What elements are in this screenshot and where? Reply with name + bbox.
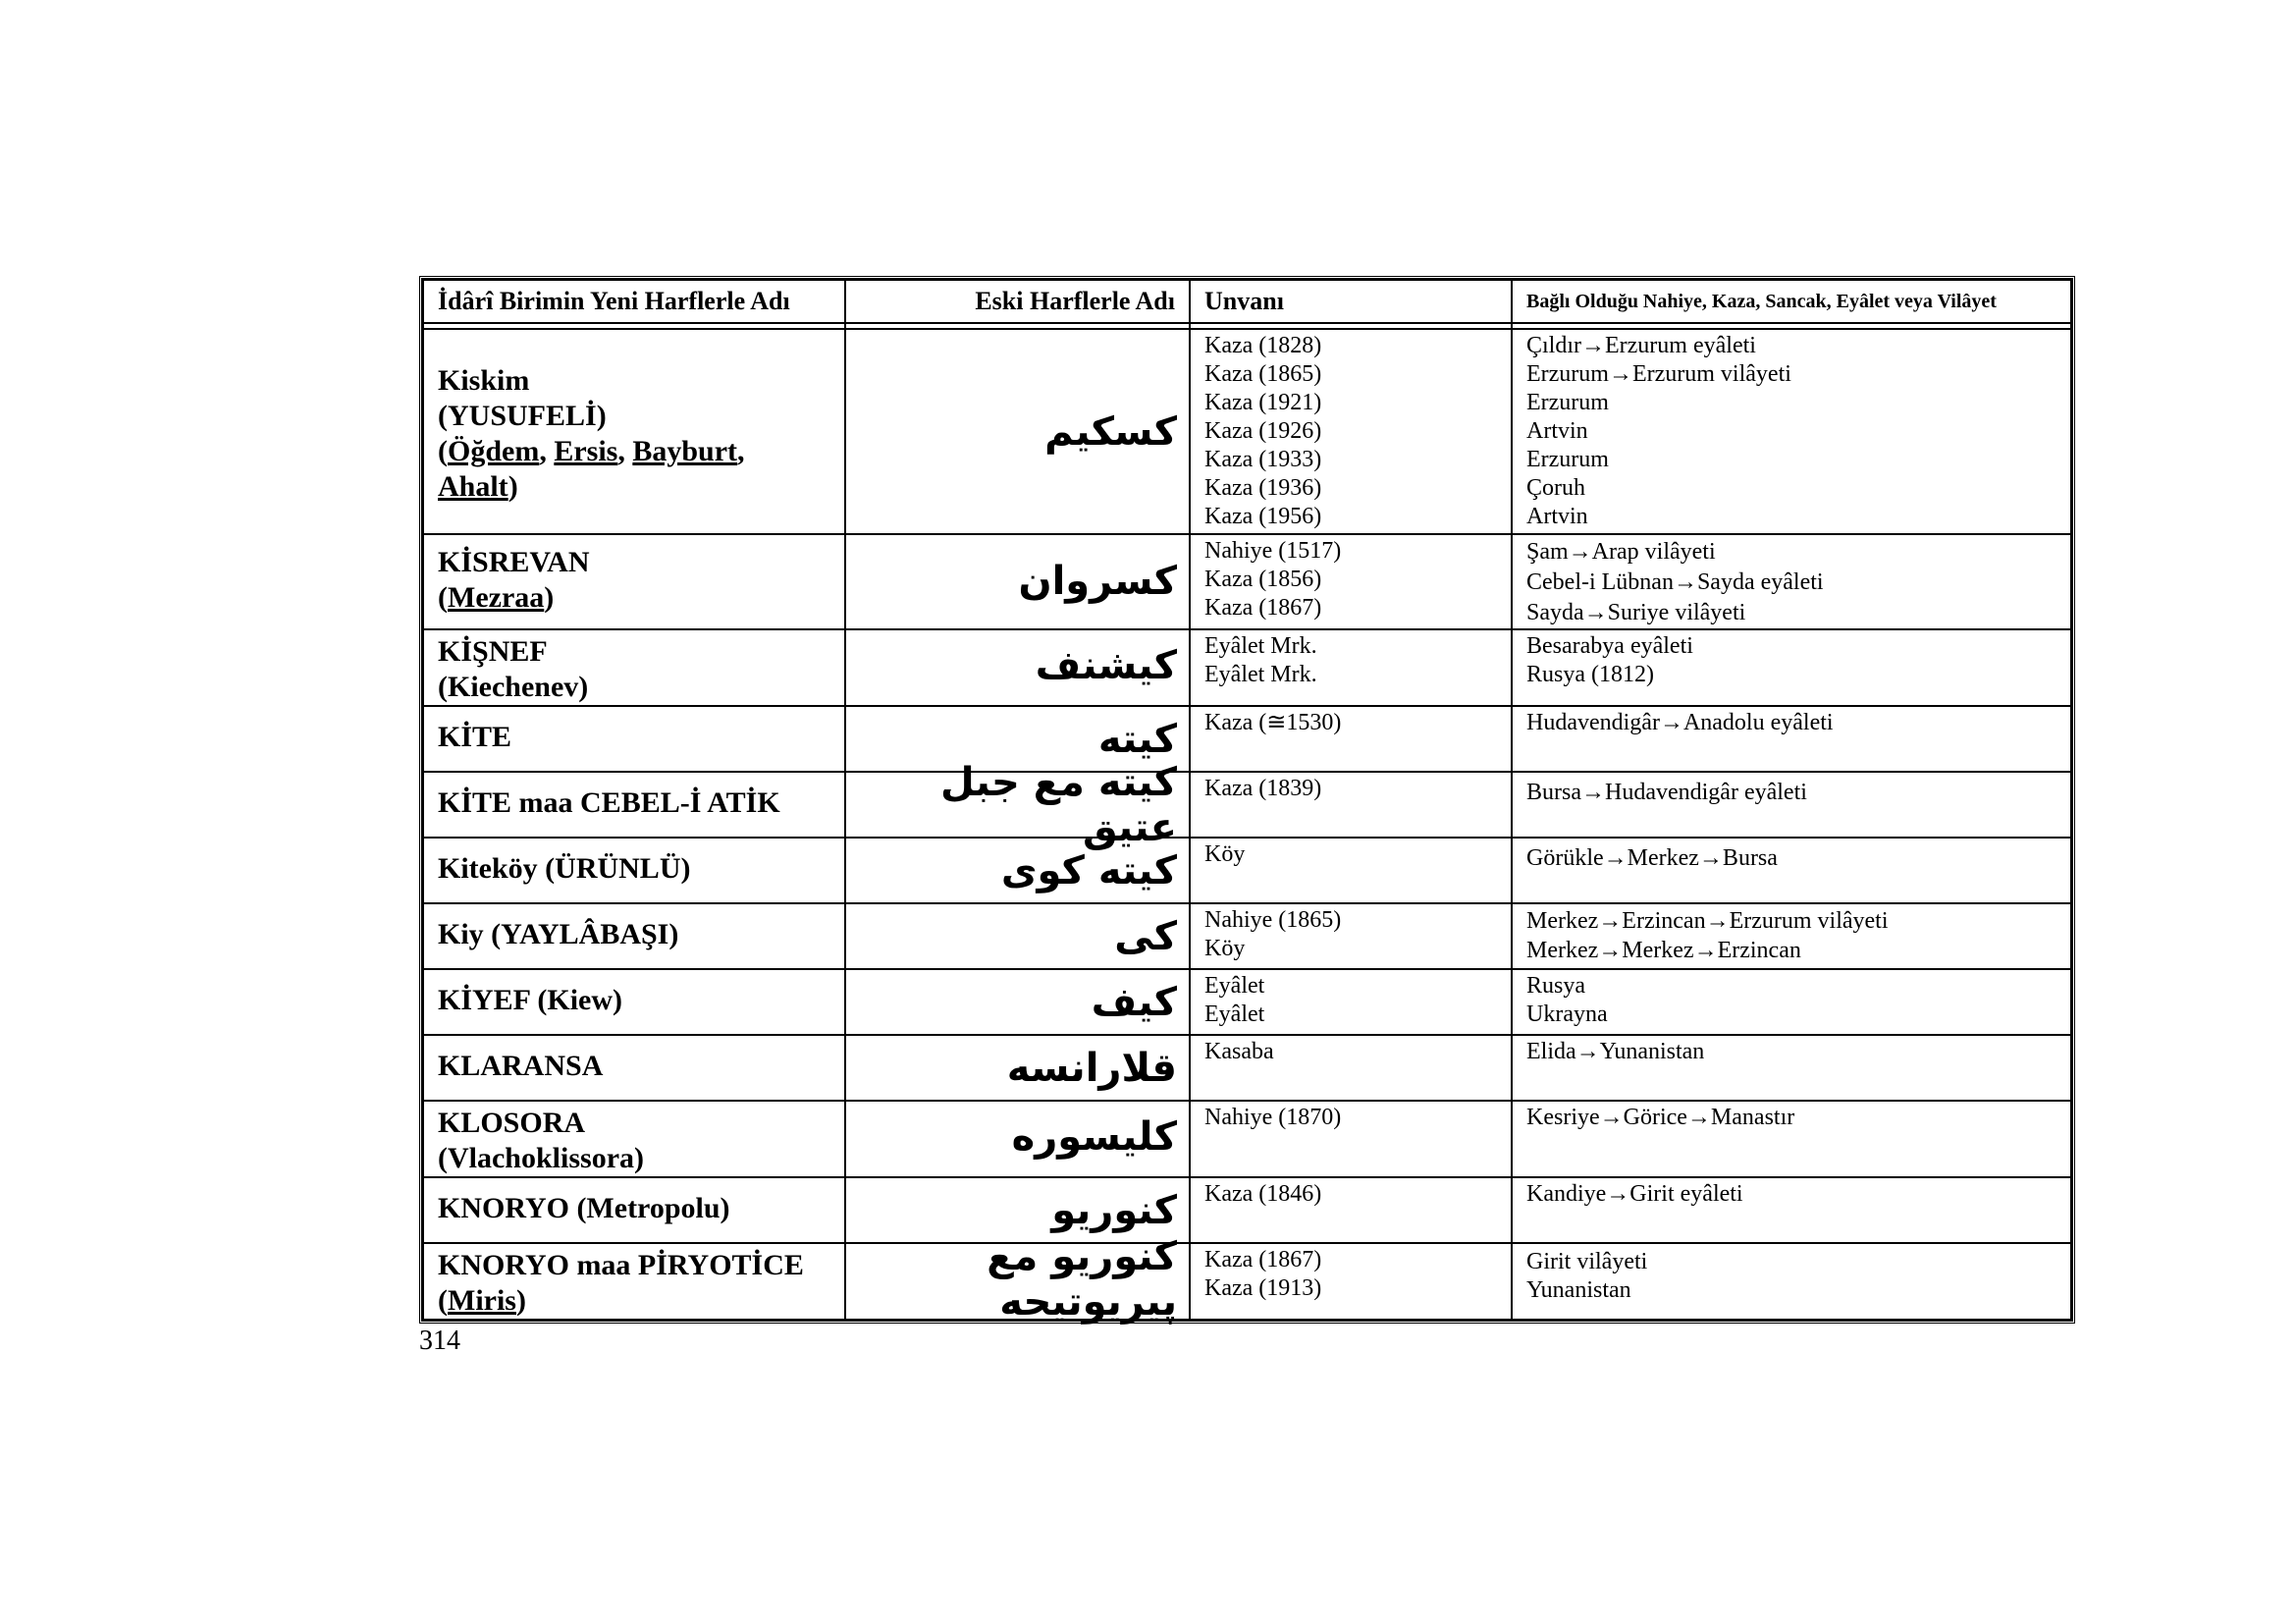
affiliation-line: Kandiye→Girit eyâleti xyxy=(1526,1181,1743,1207)
new-name-cell xyxy=(423,1243,845,1320)
name-line: KİSREVAN xyxy=(438,546,590,578)
title-line: Kaza (1926) xyxy=(1204,418,1322,444)
name-line: (Miris) xyxy=(438,1284,526,1317)
affiliation-line: Rusya xyxy=(1526,973,1585,999)
new-name-cell xyxy=(423,1177,845,1243)
title-cell xyxy=(1190,534,1512,629)
title-line: Köy xyxy=(1204,841,1246,867)
affiliation-line: Bursa→Hudavendigâr eyâleti xyxy=(1526,780,1807,805)
title-line: Nahiye (1517) xyxy=(1204,538,1342,564)
name-line: (Öğdem, Ersis, Bayburt, xyxy=(438,435,745,467)
header-title: Unvanı xyxy=(1190,280,1512,323)
old-name-text: كسكيم xyxy=(1044,408,1177,455)
affiliation-cell xyxy=(1512,969,2071,1035)
old-name-cell xyxy=(845,903,1190,969)
header-affiliation: Bağlı Olduğu Nahiye, Kaza, Sancak, Eyâlet veya Vilâyet xyxy=(1512,280,2071,323)
affiliation-cell xyxy=(1512,772,2071,838)
table-row xyxy=(423,772,2071,838)
affiliation-cell xyxy=(1512,629,2071,706)
table-row xyxy=(423,969,2071,1035)
title-line: Eyâlet Mrk. xyxy=(1204,662,1317,687)
title-line: Kaza (1921) xyxy=(1204,390,1322,415)
title-cell xyxy=(1190,903,1512,969)
name-line: (Mezraa) xyxy=(438,581,555,614)
name-line: KİTE xyxy=(438,721,512,753)
header-new-name: İdârî Birimin Yeni Harflerle Adı xyxy=(423,280,845,323)
affiliation-cell xyxy=(1512,329,2071,534)
old-name-text: قلارانسه xyxy=(1006,1045,1177,1091)
old-name-text: كيشنف xyxy=(1035,643,1177,688)
table-row xyxy=(423,706,2071,772)
title-line: Eyâlet xyxy=(1204,1001,1265,1027)
new-name-cell xyxy=(423,329,845,534)
alt-name-miris: Miris xyxy=(448,1284,516,1317)
title-line: Kasaba xyxy=(1204,1039,1274,1064)
name-line: KNORYO maa PİRYOTİCE xyxy=(438,1249,804,1281)
title-line: Nahiye (1865) xyxy=(1204,907,1342,933)
affiliation-line: Erzurum xyxy=(1526,447,1609,472)
title-line: Kaza (1846) xyxy=(1204,1181,1322,1207)
affiliation-line: Cebel-i Lübnan→Sayda eyâleti xyxy=(1526,569,1824,595)
alt-name-bayburt: Bayburt xyxy=(632,435,738,467)
old-name-cell xyxy=(845,1101,1190,1177)
name-line: (Kiechenev) xyxy=(438,671,589,703)
new-name-cell xyxy=(423,838,845,903)
old-name-text: كنوريو مع پيريوتيجه xyxy=(987,1234,1177,1325)
old-name-cell xyxy=(845,1177,1190,1243)
old-name-cell xyxy=(845,1234,1190,1325)
old-name-cell xyxy=(845,329,1190,534)
affiliation-line: Erzurum xyxy=(1526,390,1609,415)
page-number: 314 xyxy=(419,1326,460,1356)
old-name-cell xyxy=(845,969,1190,1035)
alt-name-ersis: Ersis xyxy=(554,435,618,467)
table-row xyxy=(423,838,2071,903)
alt-name-ogdem: Öğdem xyxy=(448,435,540,467)
affiliation-line: Kesriye→Görice→Manastır xyxy=(1526,1105,1795,1130)
table-row xyxy=(423,1035,2071,1101)
title-line: Kaza (≅1530) xyxy=(1204,710,1342,735)
affiliation-line: Şam→Arap vilâyeti xyxy=(1526,539,1716,565)
affiliation-line: Hudavendigâr→Anadolu eyâleti xyxy=(1526,710,1834,735)
old-name-cell xyxy=(845,759,1190,850)
affiliation-cell xyxy=(1512,903,2071,969)
new-name-cell xyxy=(423,1035,845,1101)
old-name-text: كيته مع جبل عتيق xyxy=(940,759,1177,850)
name-line: (Vlachoklissora) xyxy=(438,1142,644,1174)
affiliation-line: Besarabya eyâleti xyxy=(1526,633,1693,659)
affiliation-line: Çıldır→Erzurum eyâleti xyxy=(1526,333,1756,358)
new-name-cell xyxy=(423,1101,845,1177)
new-name-cell xyxy=(423,772,845,838)
new-name-cell xyxy=(423,903,845,969)
affiliation-cell xyxy=(1512,706,2071,772)
affiliation-line: Erzurum→Erzurum vilâyeti xyxy=(1526,361,1791,387)
name-line: Ahalt) xyxy=(438,470,518,503)
old-name-text: كيته xyxy=(1097,716,1177,762)
title-cell xyxy=(1190,706,1512,772)
title-line: Kaza (1828) xyxy=(1204,333,1322,358)
affiliation-cell xyxy=(1512,1177,2071,1243)
new-name-cell xyxy=(423,534,845,629)
table-row xyxy=(423,1243,2071,1320)
name-line: KİŞNEF xyxy=(438,635,548,668)
affiliation-line: Artvin xyxy=(1526,418,1588,444)
affiliation-cell xyxy=(1512,534,2071,629)
old-name-cell xyxy=(845,629,1190,706)
new-name-cell xyxy=(423,706,845,772)
title-cell xyxy=(1190,838,1512,903)
affiliation-cell xyxy=(1512,1243,2071,1320)
name-line: Kiteköy (ÜRÜNLÜ) xyxy=(438,852,691,885)
title-line: Kaza (1865) xyxy=(1204,361,1322,387)
title-line: Köy xyxy=(1204,936,1246,961)
title-cell xyxy=(1190,1177,1512,1243)
affiliation-line: Artvin xyxy=(1526,504,1588,529)
header-old-name: Eski Harflerle Adı xyxy=(845,280,1190,323)
table-row xyxy=(423,1101,2071,1177)
title-cell xyxy=(1190,969,1512,1035)
affiliation-line: Elida→Yunanistan xyxy=(1526,1039,1705,1064)
title-line: Kaza (1956) xyxy=(1204,504,1322,529)
title-cell xyxy=(1190,1243,1512,1320)
title-cell xyxy=(1190,1101,1512,1177)
affiliation-line: Görükle→Merkez→Bursa xyxy=(1526,845,1778,871)
old-name-text: كى xyxy=(1114,913,1177,959)
affiliation-cell xyxy=(1512,1101,2071,1177)
name-line: KİTE maa CEBEL-İ ATİK xyxy=(438,786,780,819)
name-line: KNORYO (Metropolu) xyxy=(438,1192,730,1224)
old-name-text: كيف xyxy=(1091,979,1177,1025)
affiliation-cell xyxy=(1512,1035,2071,1101)
table-row xyxy=(423,329,2071,534)
table-row xyxy=(423,629,2071,706)
affiliation-line: Merkez→Erzincan→Erzurum vilâyeti xyxy=(1526,908,1889,934)
affiliation-line: Ukrayna xyxy=(1526,1001,1608,1027)
title-cell xyxy=(1190,329,1512,534)
old-name-cell xyxy=(845,1035,1190,1101)
name-line: (YUSUFELİ) xyxy=(438,400,607,432)
table-row xyxy=(423,903,2071,969)
new-name-cell xyxy=(423,629,845,706)
name-line: Kiskim xyxy=(438,364,530,397)
old-name-text: كليسوره xyxy=(1011,1114,1177,1160)
title-line: Kaza (1913) xyxy=(1204,1275,1322,1301)
alt-name-ahalt: Ahalt xyxy=(438,470,508,503)
old-name-text: كسروان xyxy=(1018,559,1177,604)
affiliation-cell xyxy=(1512,838,2071,903)
name-line: KLARANSA xyxy=(438,1050,604,1082)
old-name-text: كيته كوى xyxy=(1000,847,1177,893)
title-cell xyxy=(1190,629,1512,706)
table-row xyxy=(423,1177,2071,1243)
old-name-cell xyxy=(845,534,1190,629)
affiliation-line: Çoruh xyxy=(1526,475,1585,501)
table-header-row xyxy=(423,280,2071,323)
affiliation-line: Sayda→Suriye vilâyeti xyxy=(1526,600,1746,625)
old-name-text: كنوريو xyxy=(1051,1187,1177,1233)
title-line: Nahiye (1870) xyxy=(1204,1105,1342,1130)
name-line: Kiy (YAYLÂBAŞI) xyxy=(438,918,679,950)
title-line: Eyâlet Mrk. xyxy=(1204,633,1317,659)
affiliation-line: Yunanistan xyxy=(1526,1277,1631,1303)
title-line: Kaza (1867) xyxy=(1204,1247,1322,1272)
title-line: Kaza (1933) xyxy=(1204,447,1322,472)
new-name-cell xyxy=(423,969,845,1035)
title-line: Kaza (1867) xyxy=(1204,595,1322,621)
table-row xyxy=(423,534,2071,629)
alt-name-mezraa: Mezraa xyxy=(448,581,545,614)
name-line: KİYEF (Kiew) xyxy=(438,984,623,1016)
title-line: Kaza (1936) xyxy=(1204,475,1322,501)
title-cell xyxy=(1190,1035,1512,1101)
affiliation-line: Girit vilâyeti xyxy=(1526,1249,1648,1274)
affiliation-line: Rusya (1812) xyxy=(1526,662,1654,687)
title-cell xyxy=(1190,772,1512,838)
title-line: Kaza (1839) xyxy=(1204,776,1322,801)
affiliation-line: Merkez→Merkez→Erzincan xyxy=(1526,938,1801,963)
administrative-units-table xyxy=(419,276,2075,1324)
title-line: Kaza (1856) xyxy=(1204,567,1322,592)
title-line: Eyâlet xyxy=(1204,973,1265,999)
name-line: KLOSORA xyxy=(438,1107,586,1139)
